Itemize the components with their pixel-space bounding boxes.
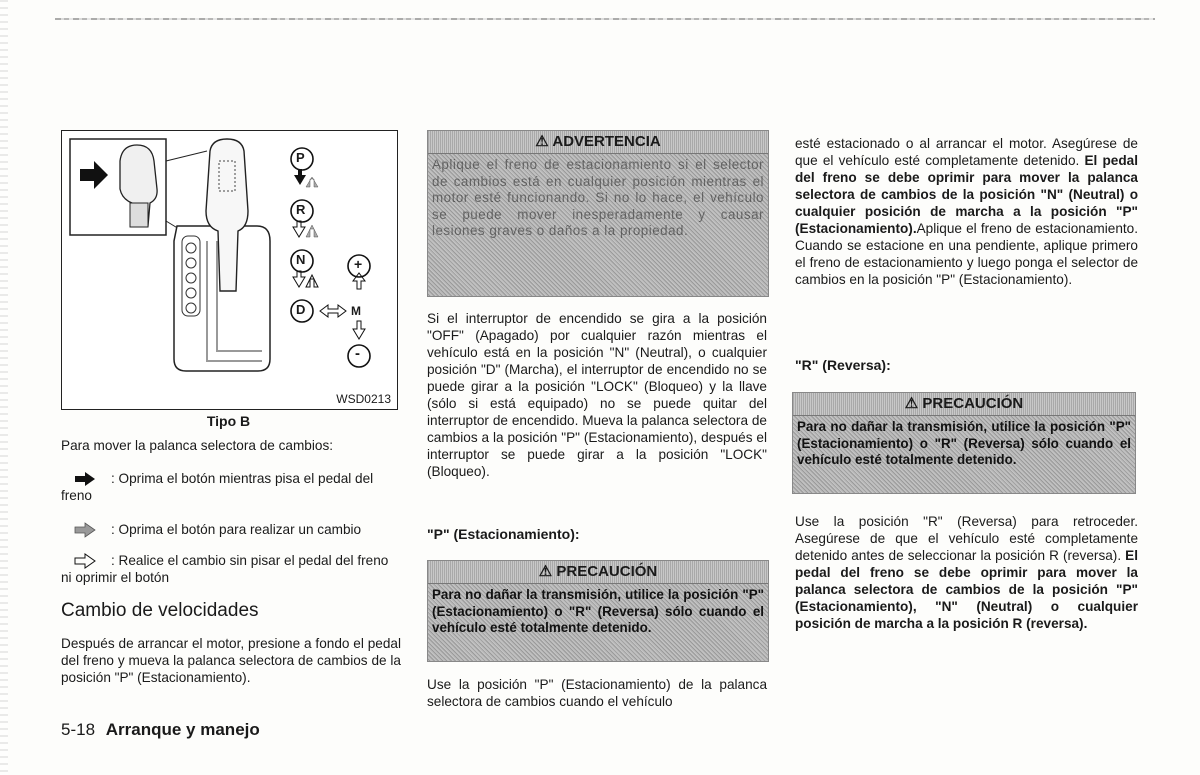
warning-header: ⚠ ADVERTENCIA [428, 131, 768, 154]
hatched-arrow-icon [61, 522, 111, 538]
position-r-label: R [296, 202, 306, 217]
page-top-rule [55, 18, 1155, 20]
caution-text: Para no dañar la transmisión, utilice la posición "P" (Estacionamiento) o "R" (Reversa) sólo cuando el vehículo esté totalmente detenido. [432, 587, 764, 635]
legend-text: : Oprima el botón para realizar un cambio [111, 522, 362, 537]
page-footer [61, 720, 260, 740]
warning-triangle-icon: ⚠ [535, 133, 549, 150]
gear-shift-diagram [61, 130, 398, 410]
caution-header: ⚠ PRECAUCIÓN [793, 393, 1135, 416]
section-title: Cambio de velocidades [61, 600, 259, 621]
park-subhead: "P" (Estacionamiento): [427, 526, 580, 542]
legend-item [61, 552, 401, 586]
page-number: 5-18 [61, 720, 96, 739]
ignition-paragraph: Si el interruptor de encendido se gira a la posición "OFF" (Apagado) por cualquier razón mientras el vehículo está en la posición "N" (Neutral), o cualquier posición "D" (Marcha), el interruptor de encendido no se puede girar a la posición "LOCK" (Bloqueo) y la llave (sólo si está equipado) no se puede quitar del interruptor de encendido. Mueva la palanca selectora de cambios a la posición "P" (Estacionamiento), después el interruptor se puede girar a la posición "LOCK" (Bloqueo). [427, 311, 767, 479]
legend-text: : Oprima el botón mientras pisa el pedal del freno [61, 471, 374, 504]
plus-label: + [354, 256, 363, 272]
legend-text: : Realice el cambio sin pisar el pedal del freno ni oprimir el botón [61, 553, 389, 586]
reverse-paragraph: Use la posición "R" (Reversa) para retroceder. Asegúrese de que el vehículo esté completamente detenido antes de seleccionar la posición R (reversa). El pedal del freno se debe oprimir para mover la palanca selectora de cambios de la posición "P" (Estacionamiento), "N" (Neutral) o cualquier posición de marcha a la posición R (reversa). [795, 514, 1138, 631]
manual-label: M [351, 304, 361, 318]
solid-arrow-icon [61, 471, 111, 487]
position-d-label: D [296, 302, 306, 317]
gear-shift-illustration [62, 131, 397, 409]
scan-edge [0, 0, 8, 775]
legend-item [61, 470, 401, 504]
position-n-label: N [296, 252, 306, 267]
caution-text: Para no dañar la transmisión, utilice la posición "P" (Estacionamiento) o "R" (Reversa) sólo cuando el vehículo esté totalmente detenido. [797, 419, 1131, 467]
outline-arrow-icon [61, 553, 111, 569]
warning-box [427, 130, 769, 297]
position-p-label: P [296, 150, 305, 165]
park-paragraph: Use la posición "P" (Estacionamiento) de la palanca selectora de cambios cuando el vehículo [427, 677, 767, 709]
warning-triangle-icon: ⚠ [904, 395, 919, 412]
minus-label: - [355, 345, 360, 362]
figure-caption: Tipo B [206, 413, 251, 429]
warning-triangle-icon: ⚠ [538, 563, 553, 580]
chapter-title: Arranque y manejo [105, 720, 260, 739]
section-text: Después de arrancar el motor, presione a fondo el pedal del freno y mueva la palanca selectora de cambios de la posición "P" (Estacionamiento). [61, 636, 401, 685]
reverse-subhead: "R" (Reversa): [795, 357, 891, 373]
caution-box-park [427, 560, 769, 662]
park-continued-paragraph: esté estacionado o al arrancar el motor. Asegúrese de que el vehículo esté completamente detenido. El pedal del freno se debe oprimir para mover la palanca selectora de cambios de la posición "N" (Neutral) o cualquier posición de marcha a la posición "P" (Estacionamiento).Aplique el freno de estacionamiento. Cuando se estacione en una pendiente, aplique primero el freno de estacionamiento y luego ponga el selector de cambios en la posición "P" (Estacionamiento). [795, 136, 1139, 287]
caution-header: ⚠ PRECAUCIÓN [428, 561, 768, 584]
legend-intro: Para mover la palanca selectora de cambios: [61, 438, 334, 453]
legend-item [61, 521, 401, 538]
caution-box-reverse [792, 392, 1136, 494]
figure-code: WSD0213 [336, 392, 391, 406]
warning-text: Aplique el freno de estacionamiento si el selector de cambios está en cualquier posición mientras el motor esté funcionando. Si no lo hace, el vehículo se puede mover inesperadamente y causar lesiones graves o daños a la propiedad. [432, 157, 764, 238]
